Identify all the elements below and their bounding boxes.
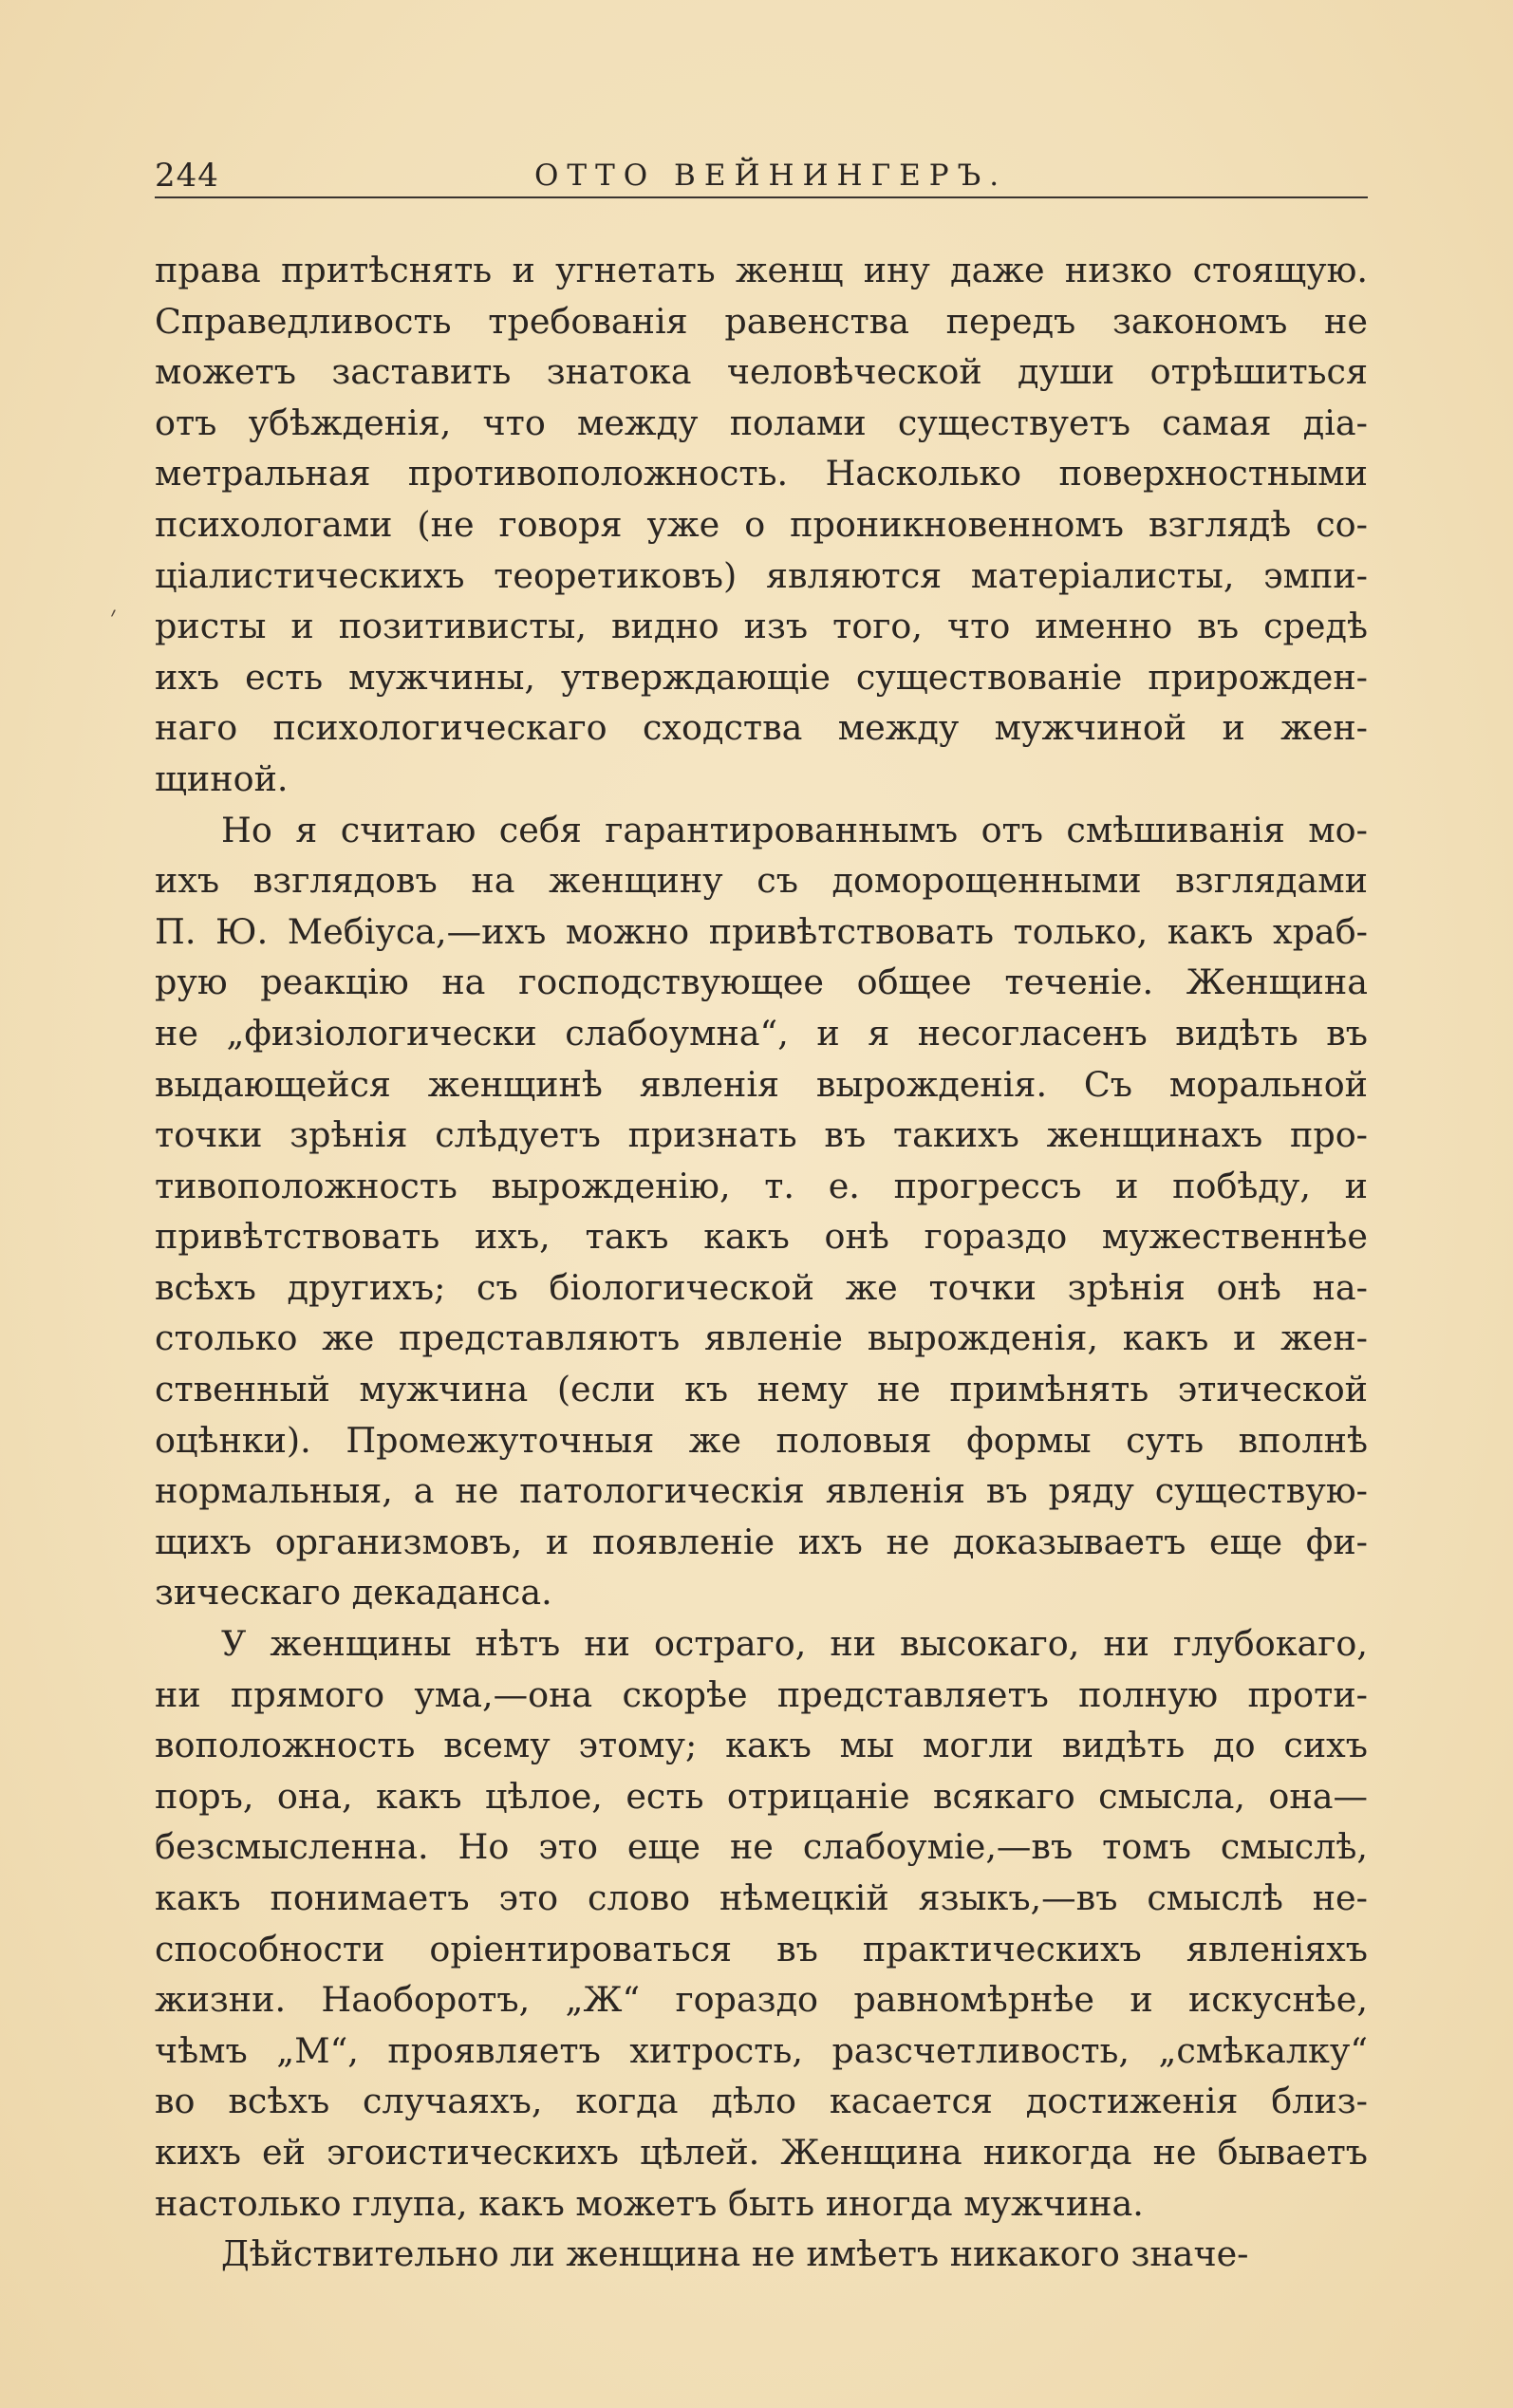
text-line: привѣтствовать ихъ, такъ какъ онѣ гораздо мужественнѣе — [155, 1216, 1368, 1258]
text-line: всѣхъ другихъ; съ біологической же точки зрѣнія онѣ на- — [155, 1266, 1368, 1308]
text-line: ихъ есть мужчины, утверждающіе существованіе прирожден- — [155, 656, 1368, 698]
text-line: зическаго декаданса. — [155, 1572, 552, 1614]
text-line: П. Ю. Мебіуса,—ихъ можно привѣтствовать только, какъ храб- — [155, 910, 1368, 952]
text-line: ціалистическихъ теоретиковъ) являются матеріалисты, эмпи- — [155, 554, 1368, 596]
text-line: права притѣснять и угнетать женщ ину даже низко стоящую. — [155, 250, 1368, 290]
text-line: точки зрѣнія слѣдуетъ признать въ такихъ женщинахъ про- — [155, 1114, 1368, 1156]
header-rule — [155, 196, 1368, 198]
text-line: Дѣйствительно ли женщина не имѣетъ никакого значе- — [221, 2233, 1249, 2275]
text-line: воположность всему этому; какъ мы могли видѣть до сихъ — [155, 1725, 1368, 1766]
text-line: У женщины нѣтъ ни остраго, ни высокаго, ни глубокаго, — [221, 1623, 1368, 1665]
page-header — [155, 152, 1370, 199]
text-line: нормальныя, а не патологическія явленія въ ряду существую- — [155, 1470, 1368, 1512]
text-line: способности оріентироваться въ практическихъ явленіяхъ — [155, 1928, 1368, 1969]
text-line: выдающейся женщинѣ явленія вырожденія. Съ моральной — [155, 1063, 1368, 1105]
paragraph — [155, 2229, 1368, 2280]
text-line: щихъ организмовъ, и появленіе ихъ не доказываетъ еще фи- — [155, 1521, 1368, 1562]
text-line: жизни. Наоборотъ, „Ж“ гораздо равномѣрнѣе и искуснѣе, — [155, 1979, 1368, 2021]
text-line: чѣмъ „М“, проявляетъ хитрость, разсчетливость, „смѣкалку“ — [155, 2029, 1368, 2071]
text-line: настолько глупа, какъ можетъ быть иногда мужчина. — [155, 2182, 1144, 2224]
margin-mark: ׳ — [110, 600, 117, 633]
paragraph — [155, 805, 1368, 1619]
text-line: ихъ взглядовъ на женщину съ доморощенными взглядами — [155, 860, 1368, 902]
text-line: можетъ заставить знатока человѣческой души отрѣшиться — [155, 351, 1368, 393]
text-line: Справедливость требованія равенства передъ закономъ не — [155, 300, 1368, 342]
running-head: ОТТО ВЕЙНИНГЕРЪ. — [534, 159, 1008, 193]
text-line: поръ, она, какъ цѣлое, есть отрицаніе всякаго смысла, она— — [155, 1775, 1368, 1817]
paragraph — [155, 245, 1368, 805]
text-line: не „физіологически слабоумна“, и я несогласенъ видѣть въ — [155, 1012, 1368, 1054]
text-line: столько же представляютъ явленіе вырожденія, какъ и жен- — [155, 1317, 1368, 1359]
text-line: психологами (не говоря уже о проникновенномъ взглядѣ со- — [155, 503, 1368, 545]
text-line: во всѣхъ случаяхъ, когда дѣло касается достиженія близ- — [155, 2081, 1368, 2122]
text-line: безсмысленна. Но это еще не слабоуміе,—въ томъ смыслѣ, — [155, 1826, 1368, 1868]
text-line: метральная противоположность. Насколько поверхностными — [155, 453, 1368, 495]
text-line: ни прямого ума,—она скорѣе представляетъ полную проти- — [155, 1673, 1368, 1715]
text-line: наго психологическаго сходства между мужчиной и жен- — [155, 707, 1368, 749]
text-line: ристы и позитивисты, видно изъ того, что именно въ средѣ — [155, 606, 1368, 647]
text-line: ственный мужчина (если къ нему не примѣнять этической — [155, 1369, 1368, 1410]
text-line: щиной. — [155, 757, 289, 799]
page-number: 244 — [155, 157, 219, 195]
text-body — [155, 245, 1368, 2280]
text-line: рую реакцію на господствующее общее теченіе. Женщина — [155, 961, 1368, 1003]
paragraph — [155, 1618, 1368, 2229]
text-line: отъ убѣжденія, что между полами существуетъ самая діа- — [155, 401, 1368, 443]
text-line: тивоположность вырожденію, т. е. прогрессъ и побѣду, и — [155, 1165, 1368, 1206]
text-line: какъ понимаетъ это слово нѣмецкій языкъ,—въ смыслѣ не- — [155, 1877, 1368, 1918]
text-line: оцѣнки). Промежуточныя же половыя формы суть вполнѣ — [155, 1419, 1368, 1461]
text-line: Но я считаю себя гарантированнымъ отъ смѣшиванія мо- — [221, 809, 1368, 850]
text-line: кихъ ей эгоистическихъ цѣлей. Женщина никогда не бываетъ — [155, 2131, 1368, 2173]
